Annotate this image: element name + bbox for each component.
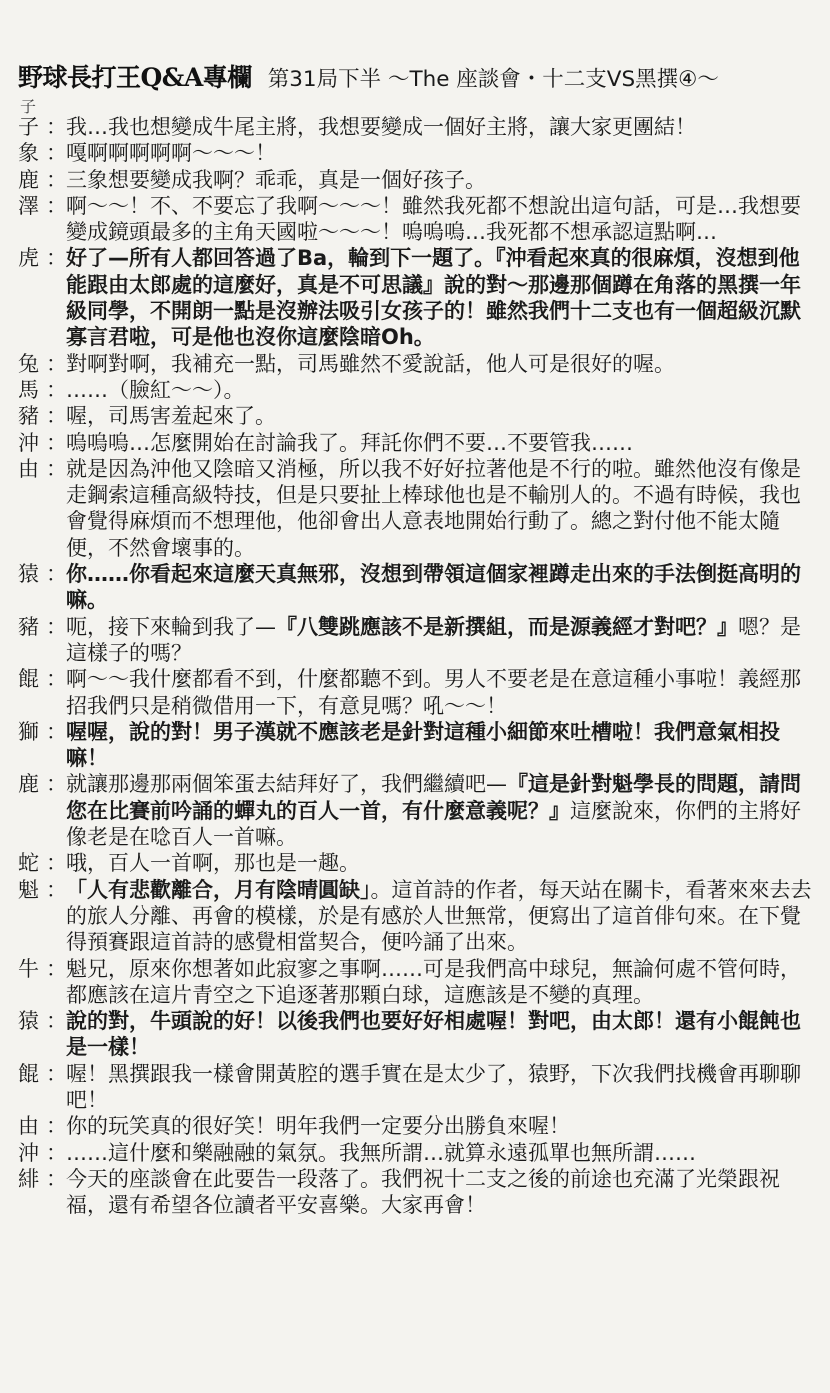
speaker-colon: ： [46, 351, 67, 376]
speaker-label: 牛 [18, 956, 39, 981]
dialogue-line [18, 167, 818, 193]
speaker-label: 鹿 [18, 167, 39, 192]
dialogue-text [66, 1008, 818, 1061]
speaker-colon: ： [46, 1061, 67, 1086]
speaker-colon: ： [46, 667, 67, 692]
text-segment: 哦，百人一首啊，那也是一趣。 [66, 851, 360, 876]
dialogue-line [18, 456, 818, 561]
corner-speaker-mark: 子 [20, 97, 37, 116]
dialogue-line [18, 140, 818, 166]
dialogue-line [18, 1113, 818, 1139]
dialogue-line [18, 877, 818, 956]
dialogue-line [18, 245, 818, 350]
speaker-label: 兔 [18, 351, 39, 376]
dialogue-text [66, 561, 818, 614]
speaker-colon: ： [46, 246, 67, 271]
emphasized-text: 「人有悲歡離合，月有陰晴圓缺」 [66, 877, 371, 902]
dialogue-line [18, 1166, 818, 1219]
speaker-label: 獅 [18, 719, 39, 744]
dialogue-line [18, 561, 818, 614]
episode-subtitle: 第31局下半 ～The 座談會・十二支VS黑撰④～ [267, 67, 719, 92]
column-title: 野球長打王Q&A專欄 [18, 63, 252, 92]
speaker-label: 蛇 [18, 851, 39, 876]
text-segment: 嘎啊啊啊啊啊～～～！ [66, 141, 276, 166]
text-segment: 就讓那邊那兩個笨蛋去結拜好了，我們繼續吧— [66, 772, 507, 797]
speaker-colon: ： [46, 614, 67, 639]
speaker-label: 餛 [18, 667, 39, 692]
dialogue-text [66, 403, 818, 429]
speaker-label: 猿 [18, 562, 39, 587]
dialogue-text [66, 193, 818, 246]
speaker-label: 沖 [18, 430, 39, 455]
emphasized-text: 喔喔，說的對！男子漢就不應該老是針對這種小細節來吐槽啦！我們意氣相投嘛！ [66, 719, 780, 771]
text-segment: 啊～～我什麼都看不到，什麼都聽不到。男人不要老是在意這種小事啦！義經那招我們只是稍微借用一下，有意見嗎？吼～～！ [66, 667, 801, 718]
dialogue-line [18, 719, 818, 772]
emphasized-text: 說的對，牛頭說的好！以後我們也要好好相處喔！對吧，由太郎！還有小餛飩也是一樣！ [66, 1009, 801, 1060]
text-segment: 。這首詩的作者，每天站在關卡，看著來來去去的旅人分離、再會的模樣，於是有感於人世無常，便寫出了這首俳句來。在下覺得預賽跟這首詩的感覺相當契合，便吟誦了出來。 [66, 877, 812, 955]
dialogue-line [18, 193, 818, 246]
dialogue-text [66, 771, 818, 850]
speaker-label: 猿 [18, 1009, 39, 1034]
speaker-colon: ： [46, 719, 67, 744]
dialogue-text [66, 114, 818, 140]
speaker-label: 馬 [18, 377, 39, 402]
dialogue-line [18, 1061, 818, 1114]
dialogue-line [18, 850, 818, 876]
dialogue-line [18, 430, 818, 456]
dialogue-text [66, 1061, 818, 1114]
dialogue-line [18, 377, 818, 403]
speaker-colon: ： [46, 1140, 67, 1165]
text-segment: 嗚嗚嗚…怎麼開始在討論我了。拜託你們不要…不要管我…… [66, 430, 633, 455]
dialogue-text [66, 666, 818, 719]
text-segment: ……（臉紅～～）。 [66, 377, 245, 402]
speaker-colon: ： [46, 115, 67, 139]
dialogue-transcript [18, 114, 818, 1218]
speaker-colon: ： [46, 193, 67, 218]
speaker-colon: ： [46, 456, 67, 481]
dialogue-text [66, 956, 818, 1009]
text-segment: 魁兄，原來你想著如此寂寥之事啊……可是我們高中球兒，無論何處不管何時，都應該在這片青空之下追逐著那顆白球，這應該是不變的真理。 [66, 956, 801, 1007]
text-segment: 你的玩笑真的很好笑！明年我們一定要分出勝負來喔！ [66, 1114, 570, 1139]
speaker-label: 虎 [18, 246, 39, 271]
speaker-label: 由 [18, 1114, 39, 1139]
dialogue-text [66, 245, 818, 350]
speaker-label: 鹿 [18, 772, 39, 797]
speaker-colon: ： [46, 851, 67, 876]
dialogue-text [66, 877, 818, 956]
emphasized-text: 『八雙跳應該不是新撰組，而是源義經才對吧？』 [276, 614, 738, 639]
dialogue-text [66, 351, 818, 377]
dialogue-line [18, 1140, 818, 1166]
text-segment: 喔，司馬害羞起來了。 [66, 404, 276, 429]
speaker-colon: ： [46, 877, 67, 902]
text-segment: 今天的座談會在此要告一段落了。我們祝十二支之後的前途也充滿了光榮跟祝福，還有希望各位讀者平安喜樂。大家再會！ [66, 1166, 780, 1218]
speaker-colon: ： [46, 404, 67, 429]
text-segment: ……這什麼和樂融融的氣氛。我無所謂…就算永遠孤單也無所謂…… [66, 1140, 696, 1165]
speaker-colon: ： [46, 167, 67, 192]
speaker-label: 象 [18, 141, 39, 166]
speaker-colon: ： [46, 772, 67, 797]
dialogue-text [66, 167, 818, 193]
dialogue-text [66, 377, 818, 403]
speaker-label: 豬 [18, 614, 39, 639]
speaker-colon: ： [46, 1009, 67, 1034]
text-segment: 我…我也想變成牛尾主將，我想要變成一個好主將，讓大家更團結！ [66, 115, 696, 139]
dialogue-text [66, 1113, 818, 1139]
speaker-label: 魁 [18, 877, 39, 902]
dialogue-text [66, 430, 818, 456]
text-segment: 啊～～！不、不要忘了我啊～～～！雖然我死都不想說出這句話，可是…我想要變成鏡頭最多的主角天國啦～～～！嗚嗚嗚…我死都不想承認這點啊… [66, 193, 801, 245]
dialogue-line [18, 403, 818, 429]
speaker-colon: ： [46, 1166, 67, 1191]
speaker-colon: ： [46, 430, 67, 455]
dialogue-text [66, 719, 818, 772]
text-segment: 嗯？是這樣子的嗎？ [66, 614, 801, 665]
speaker-label: 子 [18, 115, 39, 139]
speaker-label: 澤 [18, 193, 39, 218]
emphasized-text: 好了—所有人都回答過了Ba，輪到下一題了。『沖看起來真的很麻煩，沒想到他能跟由太郎處的這麼好，真是不可思議』說的對～那邊那個蹲在角落的黑撰一年級同學，不開朗一點是沒辦法吸引女孩子的！雖然我們十二支也有一個超級沉默寡言君啦，可是他也沒你這麼陰暗Oh。 [66, 246, 801, 350]
dialogue-text [66, 850, 818, 876]
speaker-colon: ： [46, 141, 67, 166]
speaker-label: 由 [18, 456, 39, 481]
speaker-colon: ： [46, 377, 67, 402]
emphasized-text: 你……你看起來這麼天真無邪，沒想到帶領這個家裡蹲走出來的手法倒挺高明的嘛。 [66, 562, 801, 613]
speaker-label: 餛 [18, 1061, 39, 1086]
dialogue-line [18, 666, 818, 719]
dialogue-line [18, 351, 818, 377]
speaker-label: 豬 [18, 404, 39, 429]
speaker-colon: ： [46, 956, 67, 981]
dialogue-text [66, 1166, 818, 1219]
text-segment: 就是因為沖他又陰暗又消極，所以我不好好拉著他是不行的啦。雖然他沒有像是走鋼索這種高級特技，但是只要扯上棒球他也是不輸別人的。不過有時候，我也會覺得麻煩而不想理他，他卻會出人意表地開始行動了。總之對付他不能太隨便，不然會壞事的。 [66, 456, 801, 560]
dialogue-line [18, 956, 818, 1009]
speaker-colon: ： [46, 562, 67, 587]
dialogue-line [18, 114, 818, 140]
speaker-label: 緋 [18, 1166, 39, 1191]
speaker-colon: ： [46, 1114, 67, 1139]
speaker-label: 沖 [18, 1140, 39, 1165]
text-segment: 對啊對啊，我補充一點，司馬雖然不愛說話，他人可是很好的喔。 [66, 351, 675, 376]
dialogue-text [66, 614, 818, 667]
text-segment: 這麼說來，你們的主將好像老是在唸百人一首嘛。 [66, 798, 801, 850]
dialogue-text [66, 140, 818, 166]
text-segment: 喔！黑撰跟我一樣會開黃腔的選手實在是太少了，猿野，下次我們找機會再聊聊吧！ [66, 1061, 801, 1112]
dialogue-line [18, 771, 818, 850]
text-segment: 呃，接下來輪到我了— [66, 614, 276, 639]
column-header [18, 58, 818, 98]
dialogue-text [66, 1140, 818, 1166]
dialogue-line [18, 1008, 818, 1061]
dialogue-text [66, 456, 818, 561]
dialogue-line [18, 614, 818, 667]
emphasized-text: 『這是針對魁學長的問題，請問您在比賽前吟誦的蟬丸的百人一首，有什麼意義呢？』 [66, 772, 801, 823]
text-segment: 三象想要變成我啊？乖乖，真是一個好孩子。 [66, 167, 486, 192]
